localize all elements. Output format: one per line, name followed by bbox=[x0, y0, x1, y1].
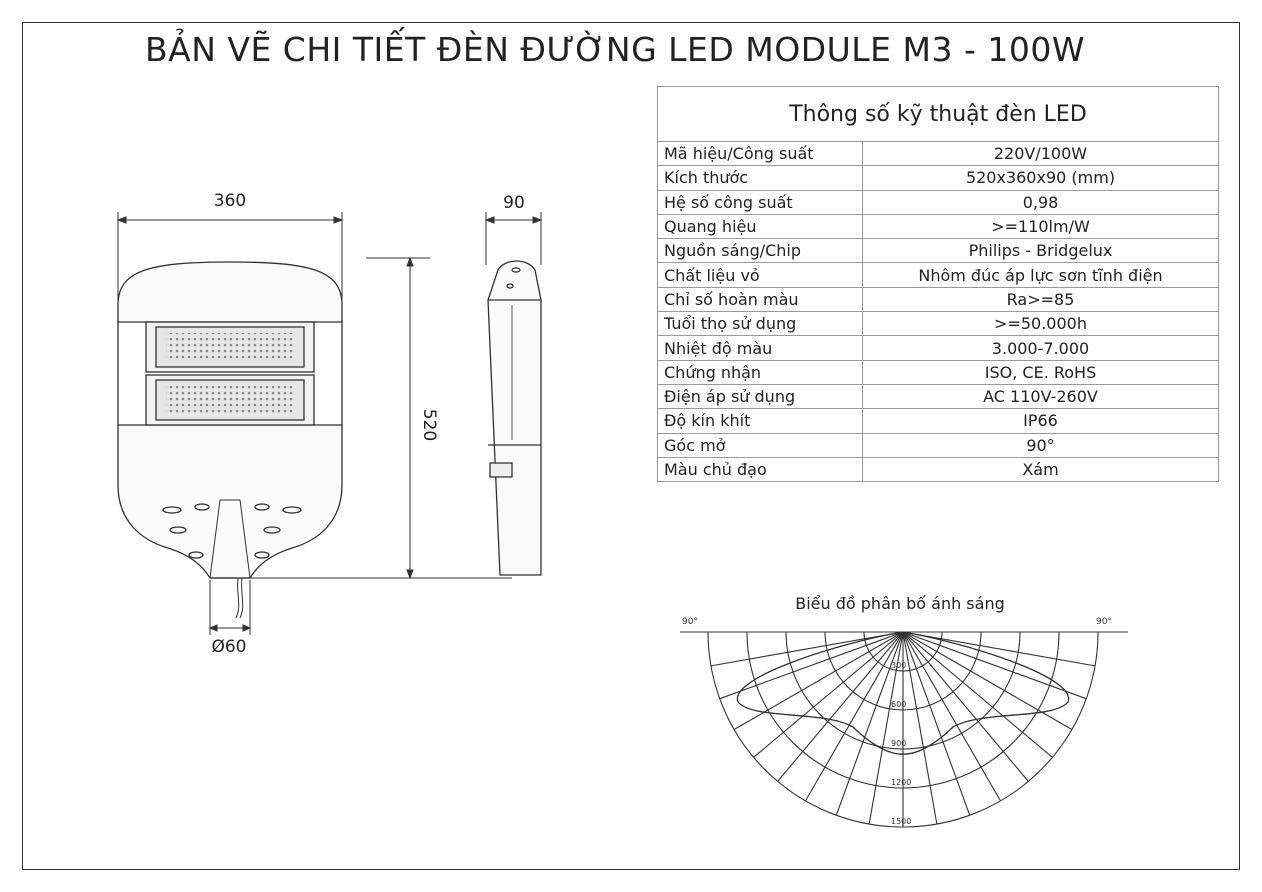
spec-label: Chứng nhận bbox=[658, 360, 863, 384]
polar-ring-label: 600 bbox=[891, 700, 907, 709]
spec-row bbox=[658, 360, 1219, 384]
spec-value: 3.000-7.000 bbox=[863, 336, 1219, 360]
spec-label: Hệ số công suất bbox=[658, 190, 863, 214]
spec-row bbox=[658, 457, 1219, 481]
spec-row bbox=[658, 287, 1219, 311]
diameter-dimension bbox=[210, 580, 250, 635]
spec-label: Nhiệt độ màu bbox=[658, 336, 863, 360]
spec-row bbox=[658, 263, 1219, 287]
spec-row bbox=[658, 239, 1219, 263]
spec-row bbox=[658, 384, 1219, 408]
depth-dimension bbox=[486, 212, 541, 265]
spec-value: IP66 bbox=[863, 409, 1219, 433]
spec-value: 0,98 bbox=[863, 190, 1219, 214]
spec-label: Mã hiệu/Công suất bbox=[658, 142, 863, 166]
spec-value: Xám bbox=[863, 457, 1219, 481]
spec-label: Quang hiệu bbox=[658, 214, 863, 238]
polar-ring-label: 1500 bbox=[891, 817, 912, 826]
spec-value: 220V/100W bbox=[863, 142, 1219, 166]
spec-row bbox=[658, 336, 1219, 360]
spec-value: AC 110V-260V bbox=[863, 384, 1219, 408]
diameter-label: Ø60 bbox=[211, 637, 247, 657]
spec-value: >=50.000h bbox=[863, 312, 1219, 336]
spec-row bbox=[658, 190, 1219, 214]
spec-value: Nhôm đúc áp lực sơn tĩnh điện bbox=[863, 263, 1219, 287]
spec-value: ISO, CE. RoHS bbox=[863, 360, 1219, 384]
polar-diagram bbox=[670, 615, 1140, 840]
spec-value: Philips - Bridgelux bbox=[863, 239, 1219, 263]
spec-row bbox=[658, 142, 1219, 166]
spec-table-heading: Thông số kỹ thuật đèn LED bbox=[658, 87, 1219, 142]
spec-value: Ra>=85 bbox=[863, 287, 1219, 311]
width-label: 360 bbox=[213, 191, 247, 211]
polar-ring-label: 1200 bbox=[891, 778, 912, 787]
spec-table-heading-row bbox=[658, 87, 1219, 142]
spec-value: >=110lm/W bbox=[863, 214, 1219, 238]
spec-label: Màu chủ đạo bbox=[658, 457, 863, 481]
spec-label: Độ kín khít bbox=[658, 409, 863, 433]
spec-label: Tuổi thọ sử dụng bbox=[658, 312, 863, 336]
depth-label: 90 bbox=[503, 193, 525, 213]
spec-row bbox=[658, 166, 1219, 190]
polar-left-angle-label: 90° bbox=[682, 617, 698, 627]
polar-ring-label: 300 bbox=[891, 661, 907, 670]
led-chip-grid bbox=[166, 333, 294, 414]
polar-ring-label: 900 bbox=[891, 739, 907, 748]
spec-label: Góc mở bbox=[658, 433, 863, 457]
polar-right-angle-label: 90° bbox=[1096, 617, 1112, 627]
spec-row bbox=[658, 409, 1219, 433]
spec-label: Chỉ số hoàn màu bbox=[658, 287, 863, 311]
spec-value: 520x360x90 (mm) bbox=[863, 166, 1219, 190]
front-view bbox=[118, 262, 342, 618]
spec-label: Nguồn sáng/Chip bbox=[658, 239, 863, 263]
spec-value: 90° bbox=[863, 433, 1219, 457]
height-label: 520 bbox=[419, 408, 439, 442]
spec-label: Chất liệu vỏ bbox=[658, 263, 863, 287]
side-view bbox=[488, 261, 541, 575]
spec-row bbox=[658, 433, 1219, 457]
spec-label: Điện áp sử dụng bbox=[658, 384, 863, 408]
spec-table bbox=[657, 86, 1219, 482]
spec-label: Kích thước bbox=[658, 166, 863, 190]
spec-row bbox=[658, 312, 1219, 336]
spec-row bbox=[658, 214, 1219, 238]
polar-title: Biểu đồ phân bố ánh sáng bbox=[795, 594, 1005, 613]
page-title: BẢN VẼ CHI TIẾT ĐÈN ĐƯỜNG LED MODULE M3 - 100W bbox=[145, 30, 1085, 69]
